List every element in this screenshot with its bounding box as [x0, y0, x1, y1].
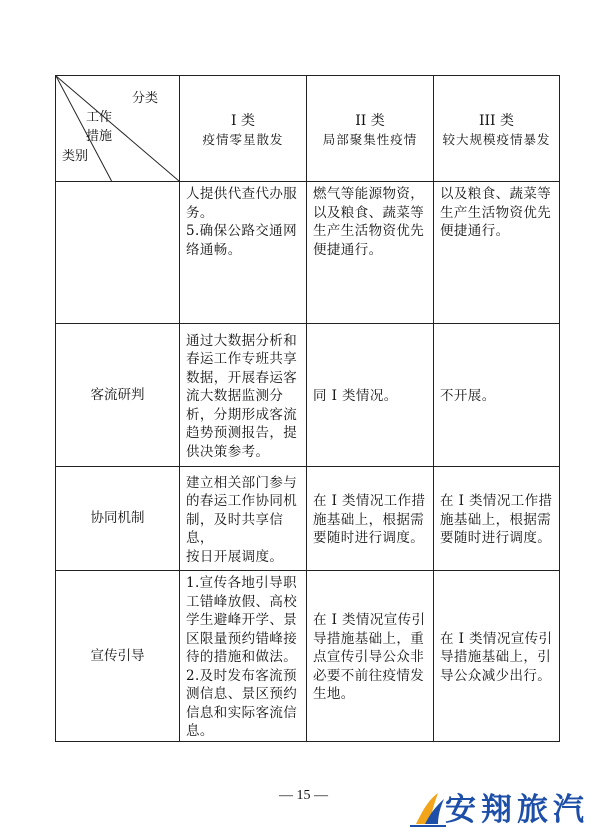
table-row [56, 467, 560, 571]
table-row [56, 182, 560, 324]
row-category: 客流研判 [56, 324, 180, 467]
measures-table [55, 75, 560, 742]
cell-class-1: 建立相关部门参与 的春运工作协同机 制，及时共享信息， 按日开展调度。 [180, 467, 307, 571]
cell-class-2: 在 I 类情况宣传引 导措施基础上，重 点宣传引导公众非 必要不前往疫情发 生地。 [307, 571, 434, 742]
watermark-logo [408, 790, 603, 830]
header-bottom-label: 类别 [62, 149, 89, 164]
cell-class-1: 通过大数据分析和 春运工作专班共享 数据，开展春运客 流大数据监测分 析，分期形成客流 趋势预测报告，提 供决策参考。 [180, 324, 307, 467]
header-top-label: 分类 [132, 91, 159, 106]
class-label: I 类 [231, 112, 255, 129]
class-description: 局部聚集性疫情 [322, 131, 418, 147]
cell-class-2: 同 I 类情况。 [307, 324, 434, 467]
cell-class-2: 燃气等能源物资， 以及粮食、蔬菜等 生产生活物资优先 便捷通行。 [307, 182, 434, 324]
cell-class-3: 在 I 类情况工作措 施基础上，根据需 要随时进行调度。 [434, 467, 560, 571]
cell-class-3: 不开展。 [434, 324, 560, 467]
column-header-class-3 [434, 76, 560, 182]
column-header-class-1 [180, 76, 307, 182]
class-label: II 类 [355, 112, 385, 129]
page-number: — 15 — [279, 788, 328, 803]
column-header-class-2 [307, 76, 434, 182]
cell-class-3: 以及粮食、蔬菜等 生产生活物资优先 便捷通行。 [434, 182, 560, 324]
table-header-row [56, 76, 560, 182]
row-category: 宣传引导 [56, 571, 180, 742]
sail-logo-icon [408, 790, 448, 830]
cell-class-3: 在 I 类情况宣传引 导措施基础上，引 导公众减少出行。 [434, 571, 560, 742]
cell-class-2: 在 I 类情况工作措 施基础上，根据需 要随时进行调度。 [307, 467, 434, 571]
row-category [56, 182, 180, 324]
logo-text: 安翔旅汽 [445, 792, 589, 828]
class-description: 较大规模疫情暴发 [442, 131, 551, 147]
cell-class-1: 1.宣传各地引导职 工错峰放假、高校 学生避峰开学、景 区限量预约错峰接 待的措施和做法。 2.及时发布客流预 测信息、景区预约 信息和实际客流信 息。 [180, 571, 307, 742]
class-label: III 类 [478, 112, 515, 129]
row-category: 协同机制 [56, 467, 180, 571]
table-row [56, 324, 560, 467]
header-middle-label: 工作 措施 [86, 110, 113, 144]
diagonal-header-cell [56, 76, 180, 182]
cell-class-1: 人提供代查代办服 务。 5.确保公路交通网 络通畅。 [180, 182, 307, 324]
class-description: 疫情零星散发 [202, 131, 284, 147]
table-row [56, 571, 560, 742]
